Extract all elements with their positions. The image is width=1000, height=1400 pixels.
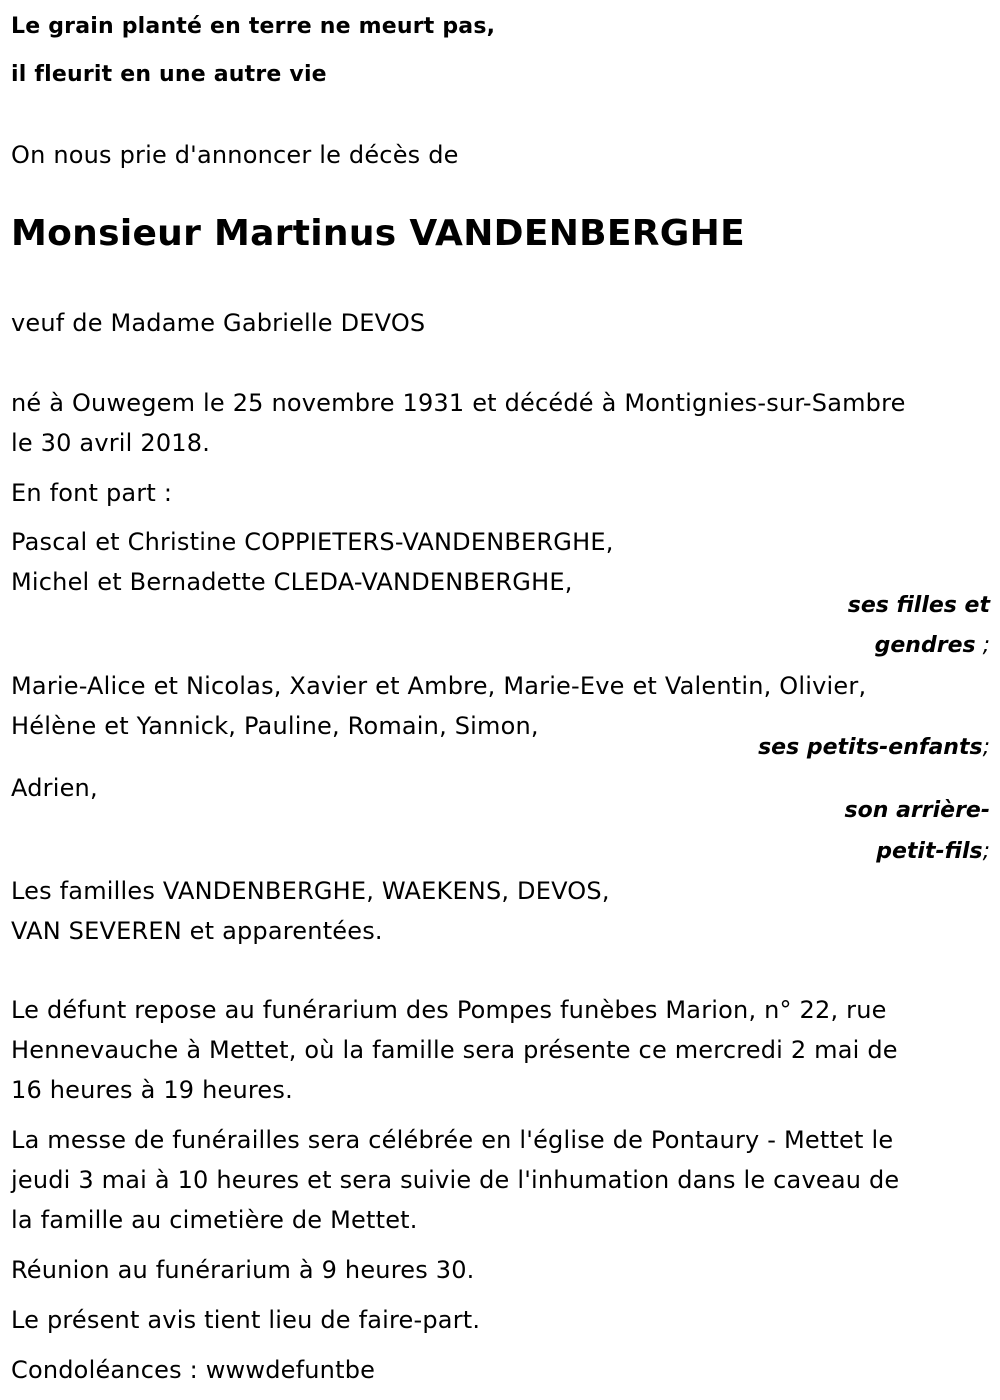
- repose-line-2: Hennevauche à Mettet, où la famille sera présente ce mercredi 2 mai de: [11, 1036, 898, 1064]
- children-relation-line-1: ses filles et: [847, 593, 990, 618]
- reunion-line: Réunion au funérarium à 9 heures 30.: [11, 1256, 475, 1284]
- great-grandchild-relation-punct: ;: [982, 839, 990, 864]
- birth-death-line-2: le 30 avril 2018.: [11, 429, 211, 457]
- grandchildren-relation-label: ses petits-enfants: [758, 735, 983, 760]
- grandchildren-relation-punct: ;: [982, 735, 990, 760]
- great-grandchild-relation-label: petit-fils: [876, 839, 983, 864]
- spouse-line: veuf de Madame Gabrielle DEVOS: [11, 309, 426, 337]
- children-relation-line-2: [875, 632, 990, 660]
- children-relation-label: gendres: [874, 633, 976, 658]
- announcement-text: On nous prie d'annoncer le décès de: [11, 141, 459, 169]
- grandchildren-line-2: Hélène et Yannick, Pauline, Romain, Simon,: [11, 712, 539, 740]
- condolences-line: Condoléances : wwwdefuntbe: [11, 1356, 376, 1384]
- children-line-1: Pascal et Christine COPPIETERS-VANDENBERGHE,: [11, 528, 614, 556]
- epigraph-line-1: Le grain planté en terre ne meurt pas,: [11, 14, 496, 39]
- faire-part-line: Le présent avis tient lieu de faire-part.: [11, 1306, 481, 1334]
- grandchildren-line-1: Marie-Alice et Nicolas, Xavier et Ambre, Marie-Eve et Valentin, Olivier,: [11, 672, 867, 700]
- children-line-2: Michel et Bernadette CLEDA-VANDENBERGHE,: [11, 568, 573, 596]
- repose-line-1: Le défunt repose au funérarium des Pompes funèbes Marion, n° 22, rue: [11, 996, 887, 1024]
- great-grandchild-relation-line-1: son arrière-: [844, 798, 990, 823]
- mass-line-3: la famille au cimetière de Mettet.: [11, 1206, 418, 1234]
- mass-line-2: jeudi 3 mai à 10 heures et sera suivie de l'inhumation dans le caveau de: [11, 1166, 900, 1194]
- birth-death-line-1: né à Ouwegem le 25 novembre 1931 et décédé à Montignies-sur-Sambre: [11, 389, 906, 417]
- mass-line-1: La messe de funérailles sera célébrée en l'église de Pontaury - Mettet le: [11, 1126, 894, 1154]
- great-grandchild-relation-line-2: [876, 838, 990, 866]
- families-line-2: VAN SEVEREN et apparentées.: [11, 917, 383, 945]
- epigraph-line-2: il fleurit en une autre vie: [11, 62, 327, 87]
- repose-line-3: 16 heures à 19 heures.: [11, 1076, 293, 1104]
- grandchildren-relation: [758, 734, 990, 762]
- deceased-name: Monsieur Martinus VANDENBERGHE: [11, 213, 745, 254]
- children-relation-punct: ;: [975, 633, 990, 658]
- en-font-part: En font part :: [11, 479, 173, 507]
- families-line-1: Les familles VANDENBERGHE, WAEKENS, DEVOS,: [11, 877, 610, 905]
- great-grandchild-line: Adrien,: [11, 774, 98, 802]
